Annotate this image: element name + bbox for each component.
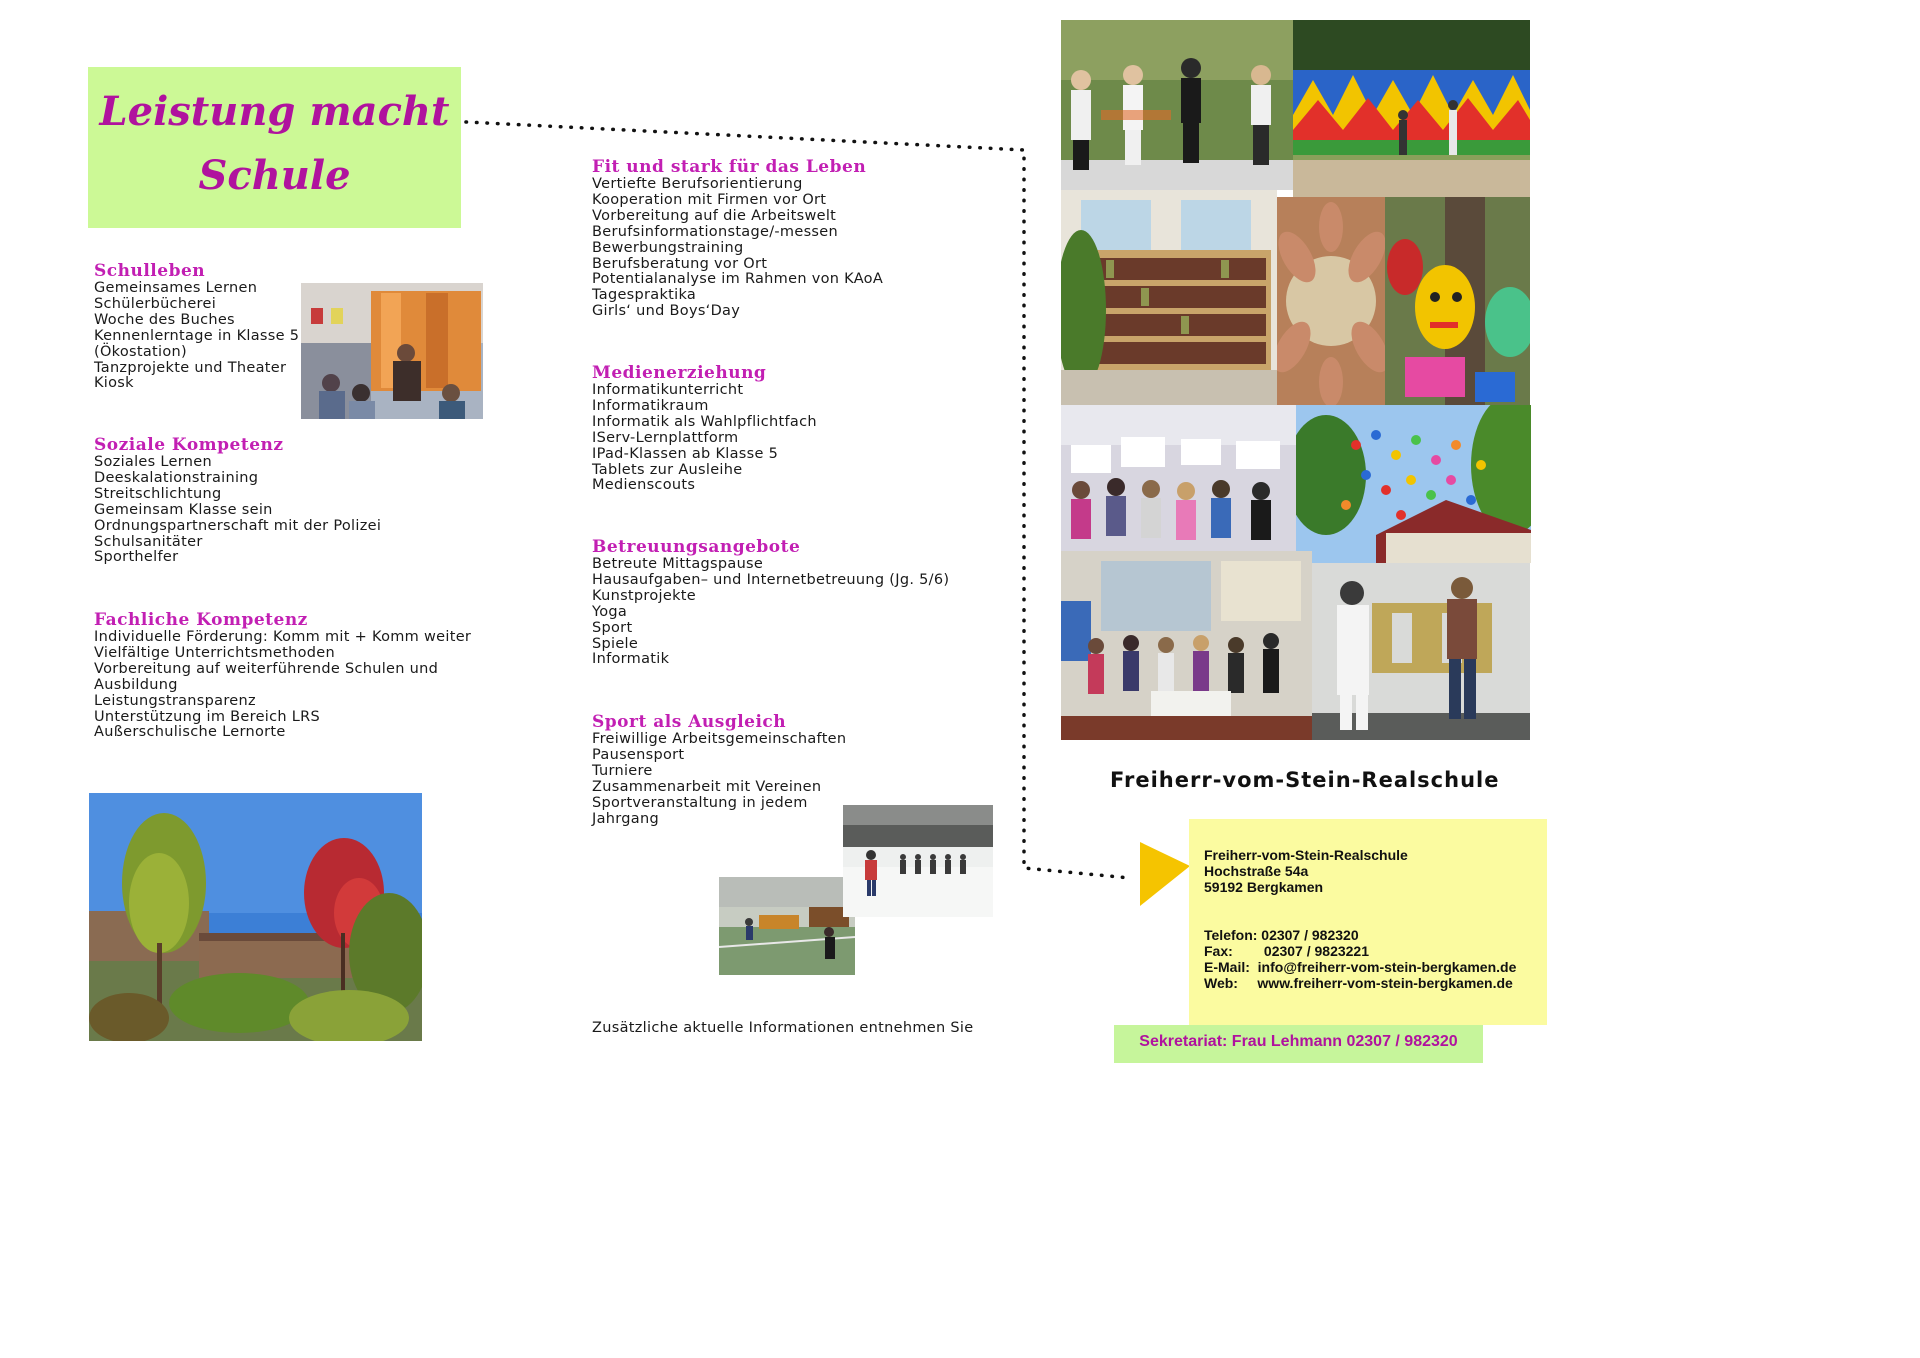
section-title: Betreuungsangebote — [592, 537, 801, 557]
list-item: Soziales Lernen — [94, 454, 212, 470]
list-item: Woche des Buches — [94, 311, 235, 328]
list-item: Pausensport — [592, 746, 685, 763]
list-item: Potentialanalyse im Rahmen von KAoA — [592, 271, 884, 288]
section-title: Fit und stark für das Leben — [592, 157, 867, 177]
contact-web[interactable]: Web: www.freiherr-vom-stein-bergkamen.de — [1204, 975, 1513, 991]
school-name: Freiherr-vom-Stein-Realschule — [1110, 768, 1500, 792]
list-item: Streitschlichtung — [94, 485, 222, 502]
section-title: Sport als Ausgleich — [592, 712, 787, 732]
list-item: Kennenlerntage in Klasse 5 — [94, 327, 300, 344]
list-item: Vorbereitung auf die Arbeitswelt — [592, 207, 837, 224]
photo-school-garden — [89, 793, 422, 1041]
list-item: Gemeinsam Klasse sein — [94, 501, 273, 518]
contact-street: Hochstraße 54a — [1204, 863, 1309, 879]
contact-info — [1204, 847, 1516, 991]
list-item: Betreute Mittagspause — [592, 556, 764, 572]
list-item: Yoga — [592, 603, 628, 620]
list-item: Kooperation mit Firmen vor Ort — [592, 191, 827, 208]
photo-library — [1061, 190, 1277, 405]
photo-masks — [1385, 197, 1530, 405]
list-item: Tagespraktika — [592, 287, 697, 304]
list-item: Unterstützung im Bereich LRS — [94, 708, 321, 725]
photo-class-signs — [1061, 405, 1296, 551]
photo-ice-skating — [843, 805, 993, 917]
contact-name: Freiherr-vom-Stein-Realschule — [1204, 847, 1408, 863]
title-line-2: Schule — [198, 152, 351, 199]
contact-city: 59192 Bergkamen — [1204, 879, 1324, 895]
list-item: Deeskalationstraining — [94, 469, 259, 486]
list-item: Ordnungspartnerschaft mit der Polizei — [94, 517, 382, 534]
section-soziale-kompetenz — [94, 435, 494, 566]
list-item: Ausbildung — [94, 676, 178, 693]
contact-fax: Fax: 02307 / 9823221 — [1204, 943, 1370, 959]
list-item: Tablets zur Ausleihe — [592, 461, 743, 478]
photo-mural — [1293, 20, 1530, 197]
list-item: Außerschulische Lernorte — [94, 724, 286, 741]
list-item: Bewerbungstraining — [592, 239, 744, 256]
photo-gym — [719, 877, 855, 975]
list-item: Gemeinsames Lernen — [94, 280, 258, 296]
list-item: Spiele — [592, 635, 639, 652]
list-item: Freiwillige Arbeitsgemeinschaften — [592, 731, 847, 747]
list-item: Leistungstransparenz — [94, 692, 256, 709]
list-item: IServ-Lernplattform — [592, 429, 739, 446]
list-item: Berufsberatung vor Ort — [592, 255, 768, 272]
photo-award-ceremony — [1061, 551, 1312, 740]
photo-graffiti — [1312, 563, 1530, 740]
list-item: Sporthelfer — [94, 549, 179, 566]
list-item: Vorbereitung auf weiterführende Schulen und — [94, 660, 439, 677]
section-title: Soziale Kompetenz — [94, 435, 284, 455]
list-item: Vertiefte Berufsorientierung — [592, 176, 803, 192]
contact-email[interactable]: E-Mail: info@freiherr-vom-stein-bergkamen.de — [1204, 959, 1517, 975]
list-item: (Ökostation) — [94, 343, 187, 360]
list-item: Turniere — [592, 762, 653, 779]
list-item: Medienscouts — [592, 477, 696, 494]
list-item: Vielfältige Unterrichtsmethoden — [94, 644, 335, 661]
section-medienerziehung — [592, 363, 1012, 494]
photo-dance — [1061, 20, 1293, 190]
list-item: Kiosk — [94, 375, 134, 392]
list-item: Informatikraum — [592, 397, 709, 414]
list-item: Informatik als Wahlpflichtfach — [592, 413, 817, 430]
list-item: Kunstprojekte — [592, 587, 696, 604]
section-betreuungsangebote — [592, 537, 1012, 668]
footer-note: Zusätzliche aktuelle Informationen entnehmen Sie — [592, 1020, 974, 1036]
photo-classroom — [301, 283, 483, 419]
secretariat-text: Sekretariat: Frau Lehmann 02307 / 982320 — [1139, 1033, 1458, 1050]
photo-balloons — [1296, 405, 1531, 563]
list-item: Girls‘ und Boys‘Day — [592, 303, 741, 320]
list-item: IPad-Klassen ab Klasse 5 — [592, 445, 779, 462]
list-item: Individuelle Förderung: Komm mit + Komm weiter — [94, 629, 472, 645]
section-title: Fachliche Kompetenz — [94, 610, 308, 630]
section-title: Medienerziehung — [592, 363, 767, 383]
arrow-shape — [1140, 842, 1190, 906]
contact-phone: Telefon: 02307 / 982320 — [1204, 927, 1359, 943]
list-item: Informatikunterricht — [592, 382, 744, 398]
title-line-1: Leistung macht — [99, 88, 450, 135]
photo-hands — [1277, 197, 1385, 405]
list-item: Sportveranstaltung in jedem — [592, 794, 808, 811]
list-item: Jahrgang — [592, 810, 659, 827]
list-item: Zusammenarbeit mit Vereinen — [592, 778, 822, 795]
list-item: Schulsanitäter — [94, 533, 203, 550]
list-item: Tanzprojekte und Theater — [94, 359, 287, 376]
list-item: Schülerbücherei — [94, 295, 217, 312]
section-fit-und-stark — [592, 157, 1012, 320]
list-item: Informatik — [592, 651, 670, 668]
list-item: Sport — [592, 619, 633, 636]
list-item: Hausaufgaben– und Internetbetreuung (Jg. 5/6) — [592, 571, 950, 588]
list-item: Berufsinformationstage/-messen — [592, 223, 838, 240]
section-title: Schulleben — [94, 261, 206, 281]
section-fachliche-kompetenz — [94, 610, 514, 741]
